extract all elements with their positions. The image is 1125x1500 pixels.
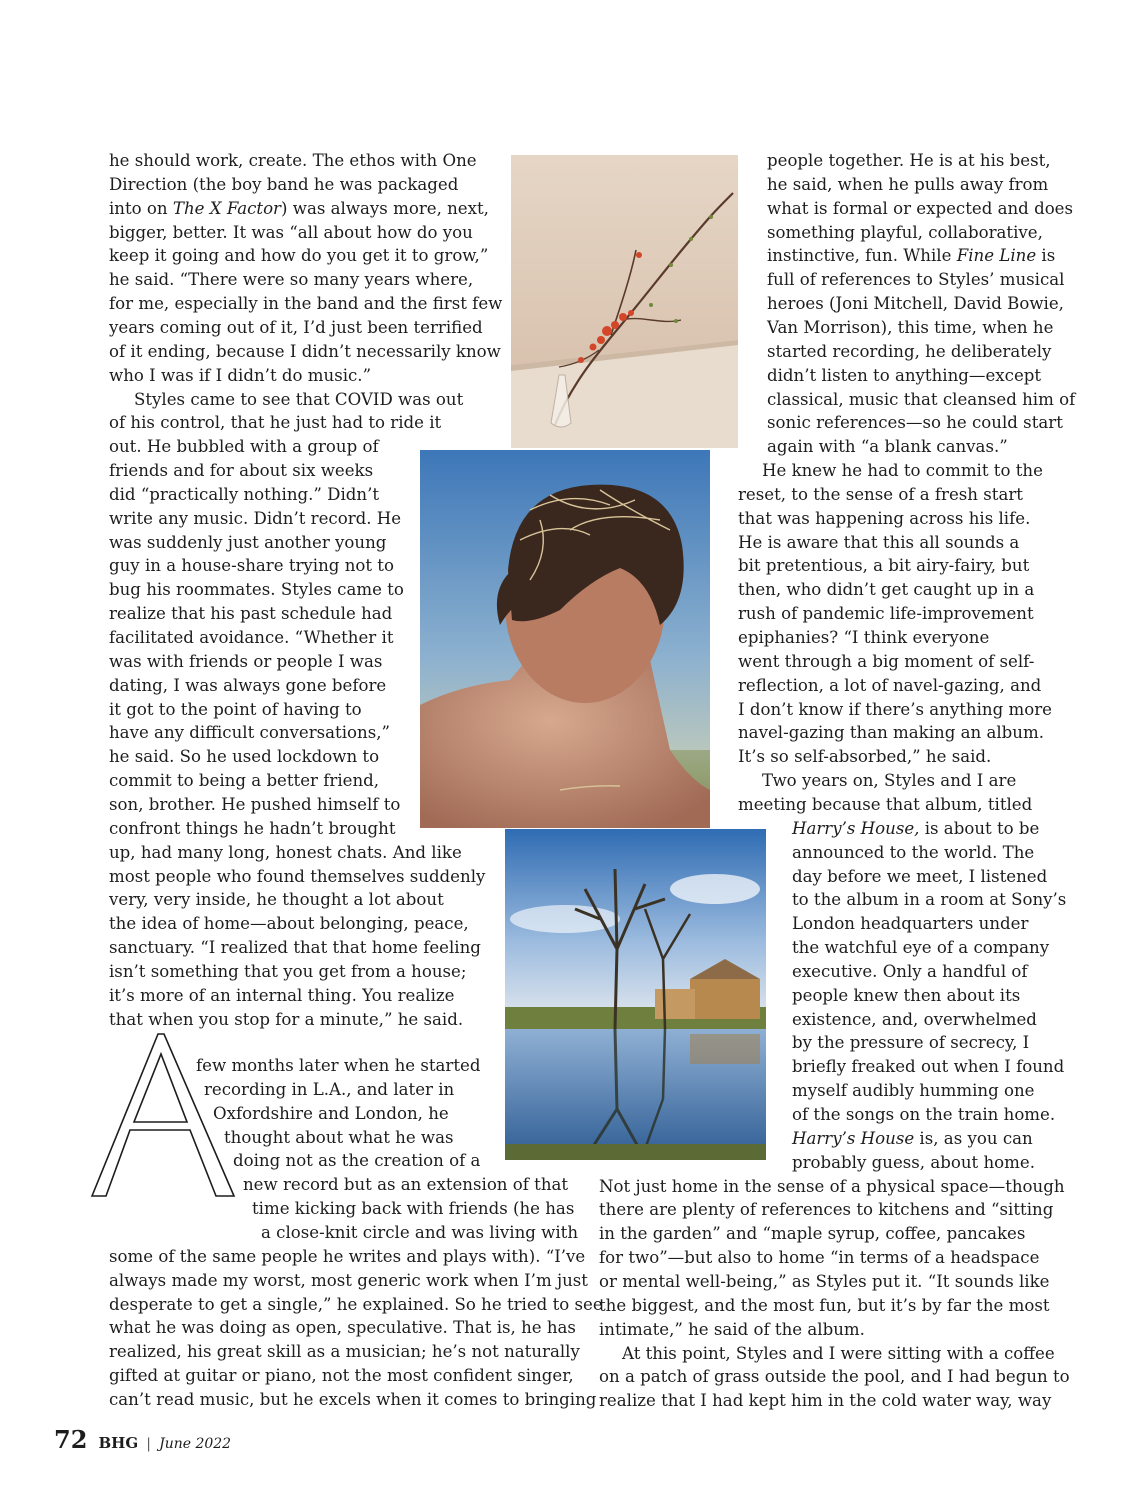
text-line: for me, especially in the band and the first few [109, 294, 503, 314]
text-line: of the songs on the train home. [792, 1105, 1056, 1124]
text-line: rush of pandemic life-improvement [738, 604, 1034, 624]
text-line: people knew then about its [792, 985, 1021, 1005]
text-line: son, brother. He pushed himself to [109, 794, 401, 814]
text-line: the biggest, and the most fun, but it’s by far the most [599, 1295, 1050, 1315]
text-line: keep it going and how do you get it to grow,” [109, 246, 489, 266]
text-line: of his control, that he just had to ride it [109, 413, 442, 433]
text-line: then, who didn’t get caught up in a [738, 580, 1035, 600]
text-line: friends and for about six weeks [109, 461, 374, 481]
text-line: confront things he hadn’t brought [109, 818, 396, 838]
text-line: or mental well-being,” as Styles put it. “It sounds like [599, 1271, 1050, 1291]
text-line: something playful, collaborative, [767, 222, 1043, 242]
text-line: of it ending, because I didn’t necessarily know [109, 341, 501, 361]
text-line: it got to the point of having to [109, 699, 362, 719]
text-line: classical, music that cleansed him of [767, 389, 1076, 409]
text-line: Two years on, Styles and I are [762, 771, 1017, 791]
text-line: by the pressure of secrecy, I [792, 1033, 1030, 1053]
text-line: what he was doing as open, speculative. That is, he has [109, 1318, 576, 1338]
text-line: dating, I was always gone before [109, 675, 387, 695]
text-line: It’s so self-absorbed,” he said. [738, 747, 992, 767]
pond-house-photo [505, 829, 766, 1160]
text-line: I don’t know if there’s anything more [738, 699, 1052, 719]
quince-branch-photo [511, 155, 738, 448]
text-line: in the garden” and “maple syrup, coffee, pancakes [599, 1224, 1026, 1244]
text-line: bug his roommates. Styles came to [109, 580, 404, 600]
text-line: did “practically nothing.” Didn’t [109, 484, 380, 504]
text-line: recording in L.A., and later in [204, 1079, 455, 1099]
text-line: bit pretentious, a bit airy-fairy, but [738, 556, 1030, 576]
page-folio [54, 1425, 231, 1454]
text-line: sanctuary. “I realized that that home feeling [109, 938, 481, 958]
text-line: navel-gazing than making an album. [738, 723, 1044, 743]
text-line: who I was if I didn’t do music.” [109, 365, 372, 385]
text-line: instinctive, fun. While Fine Line is [767, 246, 1056, 266]
text-line: commit to being a better friend, [109, 771, 380, 791]
text-line: into on The X Factor) was always more, next, [109, 198, 489, 218]
text-line: Not just home in the sense of a physical space—though [599, 1176, 1065, 1196]
text-line: desperate to get a single,” he explained. So he tried to see [109, 1294, 603, 1314]
text-line: have any difficult conversations,” [109, 723, 390, 743]
text-line: realize that I had kept him in the cold water way, way [599, 1391, 1052, 1411]
text-line: he said. So he used lockdown to [109, 747, 380, 767]
text-line: He knew he had to commit to the [762, 461, 1043, 481]
text-line: he said, when he pulls away from [767, 174, 1049, 194]
text-line: people together. He is at his best, [767, 151, 1051, 170]
text-line: few months later when he started [196, 1056, 481, 1075]
text-line: that was happening across his life. [738, 508, 1031, 528]
text-line: he said. “There were so many years where, [109, 270, 474, 290]
text-line: At this point, Styles and I were sitting with a coffee [622, 1343, 1055, 1363]
text-line: briefly freaked out when I found [792, 1057, 1065, 1077]
folio-separator: | [146, 1436, 151, 1452]
text-line: He is aware that this all sounds a [738, 532, 1020, 552]
text-line: very, very inside, he thought a lot about [109, 890, 444, 910]
text-line: out. He bubbled with a group of [109, 437, 379, 457]
text-line: isn’t something that you get from a house; [109, 961, 467, 981]
text-line: the watchful eye of a company [792, 938, 1050, 958]
text-line: Styles came to see that COVID was out [134, 389, 464, 409]
text-line: went through a big moment of self- [738, 651, 1035, 671]
text-line: to the album in a room at Sony’s [792, 890, 1067, 910]
text-line: reset, to the sense of a fresh start [738, 484, 1023, 504]
text-line: can’t read music, but he excels when it comes to bringing [109, 1389, 597, 1409]
text-line: thought about what he was [224, 1127, 454, 1147]
text-line: Oxfordshire and London, he [213, 1103, 449, 1123]
text-line: for two”—but also to home “in terms of a headspace [599, 1248, 1040, 1268]
text-line: it’s more of an internal thing. You realize [109, 985, 455, 1005]
man-head-photo [420, 450, 710, 828]
text-line: started recording, he deliberately [767, 341, 1052, 361]
text-line: day before we meet, I listened [792, 866, 1048, 886]
text-line: full of references to Styles’ musical [767, 270, 1065, 290]
text-line: guy in a house-share trying not to [109, 556, 394, 576]
text-line: some of the same people he writes and plays with). “I’ve [109, 1246, 586, 1266]
text-line: again with “a blank canvas.” [767, 437, 1008, 457]
text-line: time kicking back with friends (he has [252, 1199, 575, 1219]
text-line: intimate,” he said of the album. [599, 1319, 865, 1339]
text-line: was suddenly just another young [109, 532, 387, 552]
text-line: new record but as an extension of that [243, 1175, 569, 1195]
issue-date: June 2022 [159, 1436, 232, 1452]
text-line: sonic references—so he could start [767, 413, 1063, 433]
text-line: facilitated avoidance. “Whether it [109, 628, 394, 647]
text-line: Harry’s House is, as you can [792, 1128, 1033, 1148]
text-line: announced to the world. The [792, 842, 1035, 862]
text-line: most people who found themselves suddenly [109, 866, 486, 886]
text-line: that when you stop for a minute,” he said. [109, 1009, 464, 1029]
text-line: didn’t listen to anything—except [767, 365, 1042, 385]
text-line: there are plenty of references to kitchens and “sitting [599, 1200, 1054, 1220]
text-line: bigger, better. It was “all about how do you [109, 222, 473, 242]
text-line: realized, his great skill as a musician; he’s not naturally [109, 1342, 580, 1362]
page-number: 72 [54, 1425, 88, 1454]
text-line: realize that his past schedule had [109, 604, 393, 624]
text-line: heroes (Joni Mitchell, David Bowie, [767, 294, 1064, 314]
text-line: the idea of home—about belonging, peace, [109, 914, 469, 934]
text-line: London headquarters under [792, 914, 1029, 934]
text-line: Van Morrison), this time, when he [767, 317, 1054, 337]
text-line: what is formal or expected and does [767, 198, 1074, 218]
text-line: write any music. Didn’t record. He [109, 508, 402, 528]
text-line: doing not as the creation of a [233, 1151, 481, 1171]
text-line: years coming out of it, I’d just been terrified [109, 317, 483, 337]
text-line: Direction (the boy band he was packaged [109, 174, 459, 194]
text-line: gifted at guitar or piano, not the most confident singer, [109, 1366, 574, 1386]
text-line: existence, and, overwhelmed [792, 1009, 1037, 1029]
text-line: up, had many long, honest chats. And like [109, 842, 462, 862]
text-line: he should work, create. The ethos with One [109, 151, 477, 170]
text-line: was with friends or people I was [109, 651, 383, 671]
text-line: meeting because that album, titled [738, 794, 1033, 814]
text-line: Harry’s House, is about to be [792, 818, 1040, 838]
magazine-name: BHG [98, 1434, 139, 1452]
text-line: epiphanies? “I think everyone [738, 628, 990, 647]
text-line: on a patch of grass outside the pool, and I had begun to [599, 1367, 1070, 1387]
text-line: myself audibly humming one [792, 1081, 1035, 1101]
text-line: reflection, a lot of navel-gazing, and [738, 675, 1042, 695]
text-line: probably guess, about home. [792, 1152, 1035, 1172]
text-line: a close-knit circle and was living with [261, 1222, 579, 1242]
text-line: executive. Only a handful of [792, 961, 1028, 981]
text-line: always made my worst, most generic work when I’m just [109, 1270, 588, 1290]
